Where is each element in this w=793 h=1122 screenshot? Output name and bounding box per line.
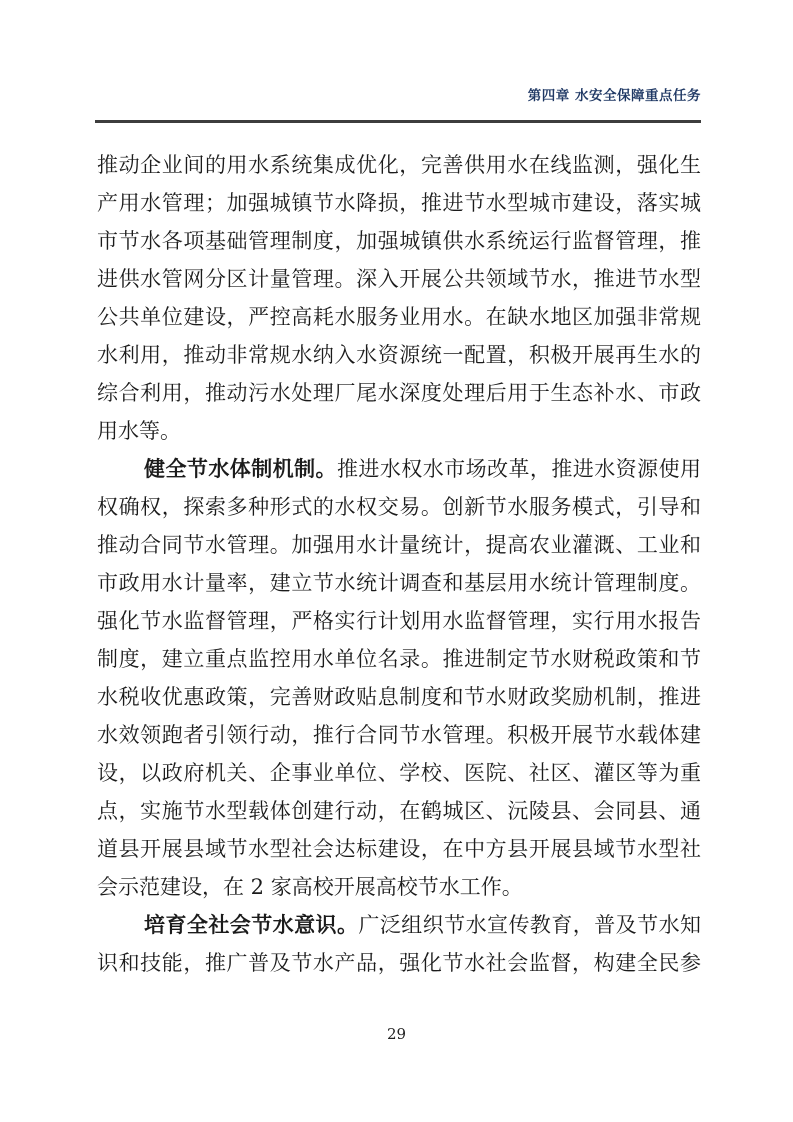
paragraph-lead: 健全节水体制机制。 [144, 457, 337, 481]
text-line-p1-4: 进供水管网分区计量管理。深入开展公共领域节水，推进节水型 [97, 267, 701, 291]
text-line-p2-8: 水效领跑者引领行动，推行合同节水管理。积极开展节水载体建 [97, 723, 701, 747]
paragraph-lead: 培育全社会节水意识。 [144, 913, 359, 937]
text-line-p3-1: 培育全社会节水意识。广泛组织节水宣传教育，普及节水知 [144, 913, 702, 937]
text-line-p2-4: 市政用水计量率，建立节水统计调查和基层用水统计管理制度。 [97, 571, 701, 595]
text-line-p1-6: 水利用，推动非常规水纳入水资源统一配置，积极开展再生水的 [97, 343, 701, 367]
text-line-p2-11: 道县开展县域节水型社会达标建设，在中方县开展县域节水型社 [97, 837, 701, 861]
running-header-chapter-title: 第四章 水安全保障重点任务 [527, 88, 701, 104]
body-text [97, 146, 701, 982]
text-line-p2-12: 会示范建设，在 2 家高校开展高校节水工作。 [97, 875, 523, 899]
text-line-p2-1: 健全节水体制机制。推进水权水市场改革，推进水资源使用 [144, 457, 702, 481]
text-line-p2-10: 点，实施节水型载体创建行动，在鹤城区、沅陵县、会同县、通 [97, 799, 701, 823]
text-line-p2-6: 制度，建立重点监控用水单位名录。推进制定节水财税政策和节 [97, 647, 701, 671]
page-number: 29 [386, 1025, 407, 1043]
text-line-p1-2: 产用水管理；加强城镇节水降损，推进节水型城市建设，落实城 [97, 191, 701, 215]
text-line-p1-8: 用水等。 [97, 419, 181, 443]
text-line-p3-2: 识和技能，推广普及节水产品，强化节水社会监督，构建全民参 [97, 951, 701, 975]
text-line-p1-5: 公共单位建设，严控高耗水服务业用水。在缺水地区加强非常规 [97, 305, 701, 329]
text-line-p2-7: 水税收优惠政策，完善财政贴息制度和节水财政奖励机制，推进 [97, 685, 701, 709]
text-line-p2-3: 推动合同节水管理。加强用水计量统计，提高农业灌溉、工业和 [97, 533, 701, 557]
text-line-p2-9: 设，以政府机关、企事业单位、学校、医院、社区、灌区等为重 [97, 761, 701, 785]
text-line-p2-2: 权确权，探索多种形式的水权交易。创新节水服务模式，引导和 [97, 495, 701, 519]
text-line-p1-1: 推动企业间的用水系统集成优化，完善供用水在线监测，强化生 [97, 153, 701, 177]
text-line-p1-3: 市节水各项基础管理制度，加强城镇供水系统运行监督管理，推 [97, 229, 701, 253]
text-line-p1-7: 综合利用，推动污水处理厂尾水深度处理后用于生态补水、市政 [97, 381, 701, 405]
text-line-p2-5: 强化节水监督管理，严格实行计划用水监督管理，实行用水报告 [97, 609, 701, 633]
header-rule-divider [95, 120, 701, 123]
